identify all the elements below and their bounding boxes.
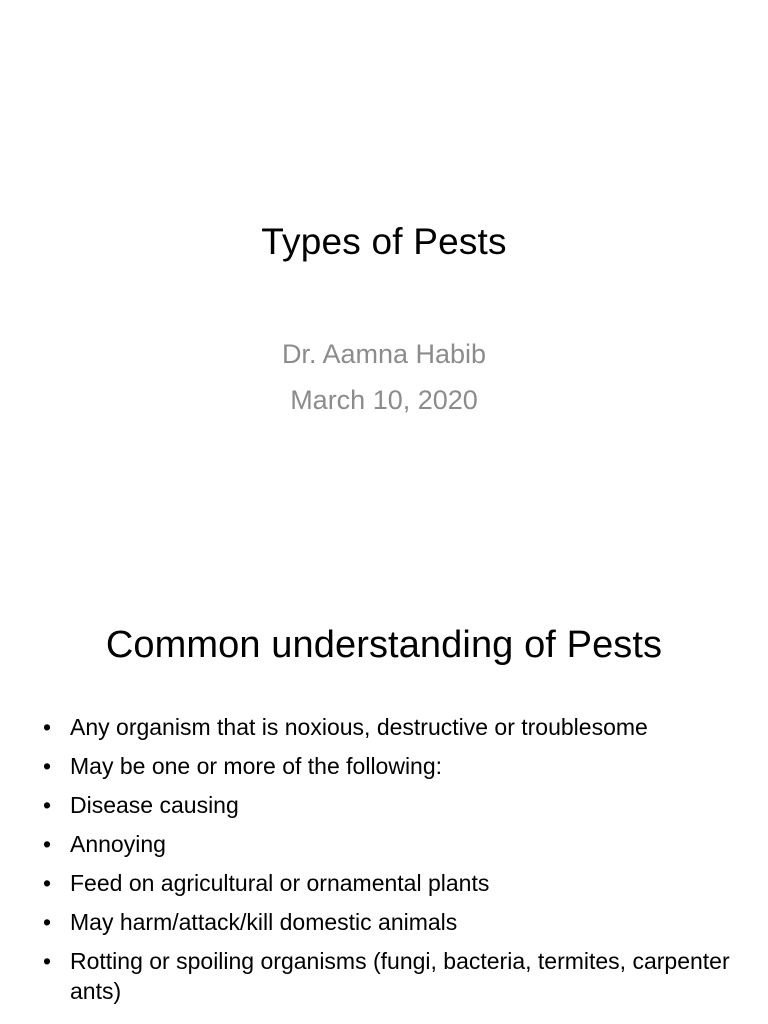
- list-item: [40, 712, 740, 742]
- slide-heading: Common understanding of Pests: [105, 624, 663, 666]
- bullet-icon: •: [43, 792, 52, 818]
- list-item: [40, 868, 740, 898]
- bullet-text: May harm/attack/kill domestic animals: [70, 909, 458, 935]
- bullet-text: Rotting or spoiling organisms (fungi, bacteria, termites, carpenter ants): [70, 948, 730, 1004]
- bullet-list: [40, 712, 740, 1015]
- presentation-date: March 10, 2020: [290, 385, 478, 415]
- bullet-icon: •: [43, 870, 52, 896]
- content-slide: [0, 512, 768, 1024]
- list-item: [40, 829, 740, 859]
- bullet-icon: •: [43, 831, 52, 857]
- slide-title: Types of Pests: [261, 221, 507, 262]
- list-item: [40, 907, 740, 937]
- bullet-text: May be one or more of the following:: [70, 753, 443, 779]
- bullet-icon: •: [43, 909, 52, 935]
- bullet-text: Feed on agricultural or ornamental plants: [70, 870, 490, 896]
- bullet-icon: •: [43, 948, 52, 974]
- bullet-icon: •: [43, 714, 52, 740]
- list-item: [40, 946, 740, 1006]
- bullet-text: Disease causing: [70, 792, 239, 818]
- bullet-icon: •: [43, 753, 52, 779]
- author-name: Dr. Aamna Habib: [281, 339, 487, 369]
- list-item: [40, 790, 740, 820]
- bullet-text: Any organism that is noxious, destructive or troublesome: [70, 714, 648, 740]
- list-item: [40, 751, 740, 781]
- bullet-text: Annoying: [70, 831, 166, 857]
